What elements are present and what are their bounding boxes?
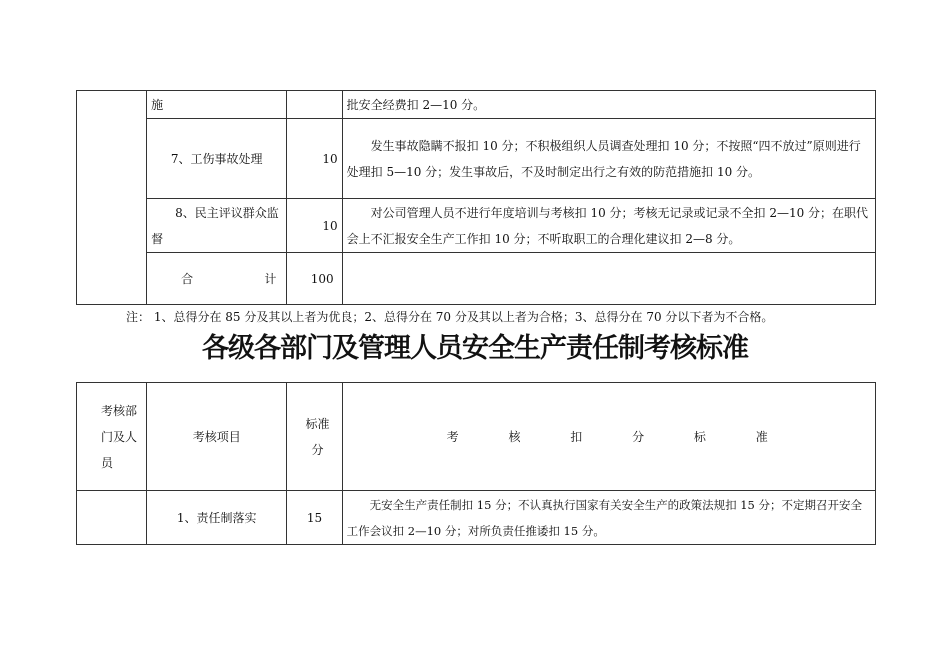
dept-cell: [77, 91, 147, 305]
top-assessment-table: [76, 90, 876, 305]
grading-note: 注： 1、总得分在 85 分及其以上者为优良；2、总得分在 70 分及其以上者为合格；3、总得分在 70 分以下者为不合格。: [126, 310, 774, 324]
table-header-row: [77, 383, 876, 491]
header-standard-letters: [347, 424, 871, 450]
header-score: 标准分: [287, 383, 342, 491]
header-item: 考核项目: [147, 383, 287, 491]
standard-cell: 对公司管理人员不进行年度培训与考核扣 10 分；考核无记录或记录不全扣 2—10 分；在职代会上不汇报安全生产工作扣 10 分；不听取职工的合理化建议扣 2—8 分。: [342, 199, 875, 253]
table-row: [77, 199, 876, 253]
score-cell: 10: [287, 119, 342, 199]
standard-cell: 发生事故隐瞒不报扣 10 分；不积极组织人员调查处理扣 10 分；不按照“四不放过”原则进行处理扣 5—10 分；发生事故后，不及时制定出行之有效的防范措施扣 10 分。: [342, 119, 875, 199]
page-title: 各级各部门及管理人员安全生产责任制考核标准: [202, 333, 748, 364]
item-cell: 施: [147, 91, 287, 119]
standard-cell: 批安全经费扣 2—10 分。: [342, 91, 875, 119]
header-standard: [342, 383, 875, 491]
score-cell: [287, 91, 342, 119]
total-label-b: 计: [264, 271, 277, 286]
dept-cell: [77, 491, 147, 545]
total-row: [77, 253, 876, 305]
total-score-cell: 100: [287, 253, 342, 305]
total-label-a: 合: [181, 271, 194, 286]
header-standard-text: 考 核 扣 分 标 准: [446, 429, 768, 444]
table-row: [77, 491, 876, 545]
total-standard-cell: [342, 253, 875, 305]
standard-cell: 无安全生产责任制扣 15 分；不认真执行国家有关安全生产的政策法规扣 15 分；不定期召开安全工作会议扣 2—10 分；对所负责任推诿扣 15 分。: [342, 491, 875, 545]
total-label-cell: [147, 253, 287, 305]
score-cell: 15: [287, 491, 342, 545]
header-dept: 考核部门及人员: [77, 383, 147, 491]
item-cell: 8、民主评议群众监督: [147, 199, 287, 253]
table-row: [77, 119, 876, 199]
bottom-assessment-table: [76, 382, 876, 545]
table-row: [77, 91, 876, 119]
item-cell: 1、责任制落实: [147, 491, 287, 545]
item-cell: 7、工伤事故处理: [147, 119, 287, 199]
score-cell: 10: [287, 199, 342, 253]
